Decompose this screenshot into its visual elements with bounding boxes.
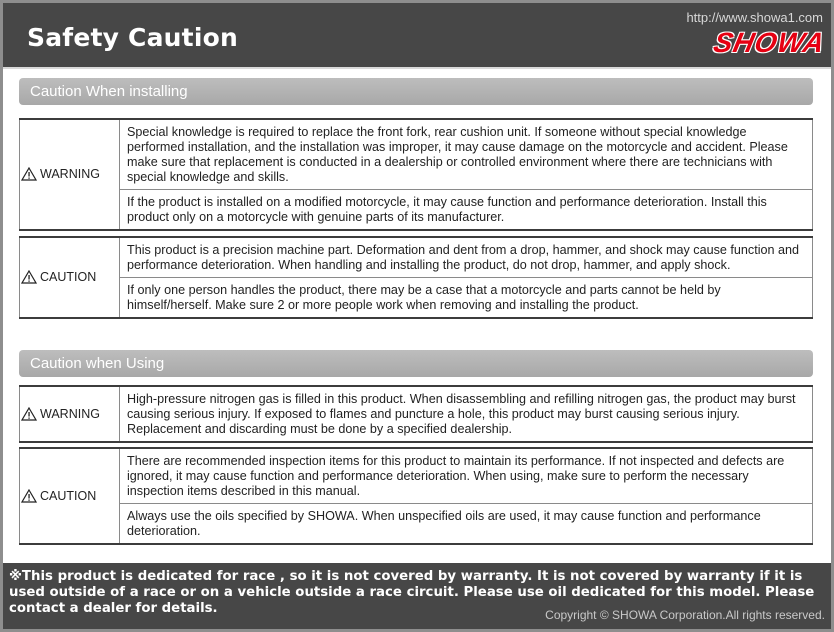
caution-label-cell bbox=[20, 448, 120, 544]
website-url[interactable]: http://www.showa1.com bbox=[686, 10, 823, 25]
paragraph-cell: If only one person handles the product, there may be a case that a motorcycle and parts cannot be held by himself/herself. Make sure 2 or more people work when removing and installing the product. bbox=[120, 278, 813, 319]
warning-label-cell bbox=[20, 119, 120, 230]
caution-block-installing bbox=[19, 236, 813, 319]
warning-block-installing bbox=[19, 118, 813, 231]
caution-label: CAUTION bbox=[40, 488, 97, 503]
copyright-text: Copyright © SHOWA Corporation.All rights reserved. bbox=[545, 608, 825, 622]
section-header-installing bbox=[19, 78, 813, 105]
paragraph-cell: This product is a precision machine part. Deformation and dent from a drop, hammer, and shock may cause function and performance deterioration. When handling and installing the product, do not drop, hammer, and apply shock. bbox=[120, 237, 813, 278]
section-title: Caution When installing bbox=[30, 83, 188, 100]
section-header-using bbox=[19, 350, 813, 377]
warning-label: WARNING bbox=[40, 406, 100, 421]
table-row bbox=[20, 386, 813, 442]
table-row bbox=[20, 504, 813, 545]
caution-label-cell bbox=[20, 237, 120, 318]
warning-triangle-icon bbox=[21, 407, 37, 421]
footer-bar bbox=[3, 563, 831, 629]
paragraph-cell: There are recommended inspection items for this product to maintain its performance. If not inspected and defects are ignored, it may cause function and performance deterioration. When using, make sure to perform the necessary inspection items described in this manual. bbox=[120, 448, 813, 504]
warning-block-using bbox=[19, 385, 813, 443]
paragraph-cell: If the product is installed on a modified motorcycle, it may cause function and performance deterioration. Install this product only on a motorcycle with genuine parts of its manufacturer. bbox=[120, 190, 813, 231]
header-bar bbox=[3, 3, 831, 69]
table-row bbox=[20, 237, 813, 278]
warranty-note: ※This product is dedicated for race , so it is not covered by warranty. It is not covered by warranty if it is used outside of a race or on a vehicle outside a race circuit. Please use oil dedicated for this model. Please contact a dealer for details. bbox=[9, 569, 815, 616]
table-row bbox=[20, 190, 813, 231]
table-row bbox=[20, 448, 813, 504]
showa-logo: SHOWA bbox=[711, 27, 829, 58]
caution-block-using bbox=[19, 447, 813, 545]
table-row bbox=[20, 119, 813, 190]
warning-triangle-icon bbox=[21, 167, 37, 181]
warning-triangle-icon bbox=[21, 270, 37, 284]
paragraph-cell: Special knowledge is required to replace the front fork, rear cushion unit. If someone without special knowledge performed installation, and the installation was improper, it may cause damage on the motorcycle and accident. Please make sure that replacement is conducted in a dealership or controlled environment where there are technicians with special knowledge and skills. bbox=[120, 119, 813, 190]
caution-label: CAUTION bbox=[40, 270, 97, 284]
warning-label: WARNING bbox=[40, 167, 100, 181]
page-title: Safety Caution bbox=[27, 23, 238, 52]
warning-triangle-icon bbox=[21, 489, 37, 503]
section-title: Caution when Using bbox=[30, 355, 165, 372]
table-row bbox=[20, 278, 813, 319]
paragraph-cell: Always use the oils specified by SHOWA. When unspecified oils are used, it may cause function and performance deterioration. bbox=[120, 504, 813, 545]
warning-label-cell bbox=[20, 386, 120, 442]
paragraph-cell: High-pressure nitrogen gas is filled in this product. When disassembling and refilling nitrogen gas, the product may burst causing serious injury. If exposed to flames and puncture a hole, this product may burst causing serious injury. Replacement and discarding must be done by a specified dealership. bbox=[120, 386, 813, 442]
